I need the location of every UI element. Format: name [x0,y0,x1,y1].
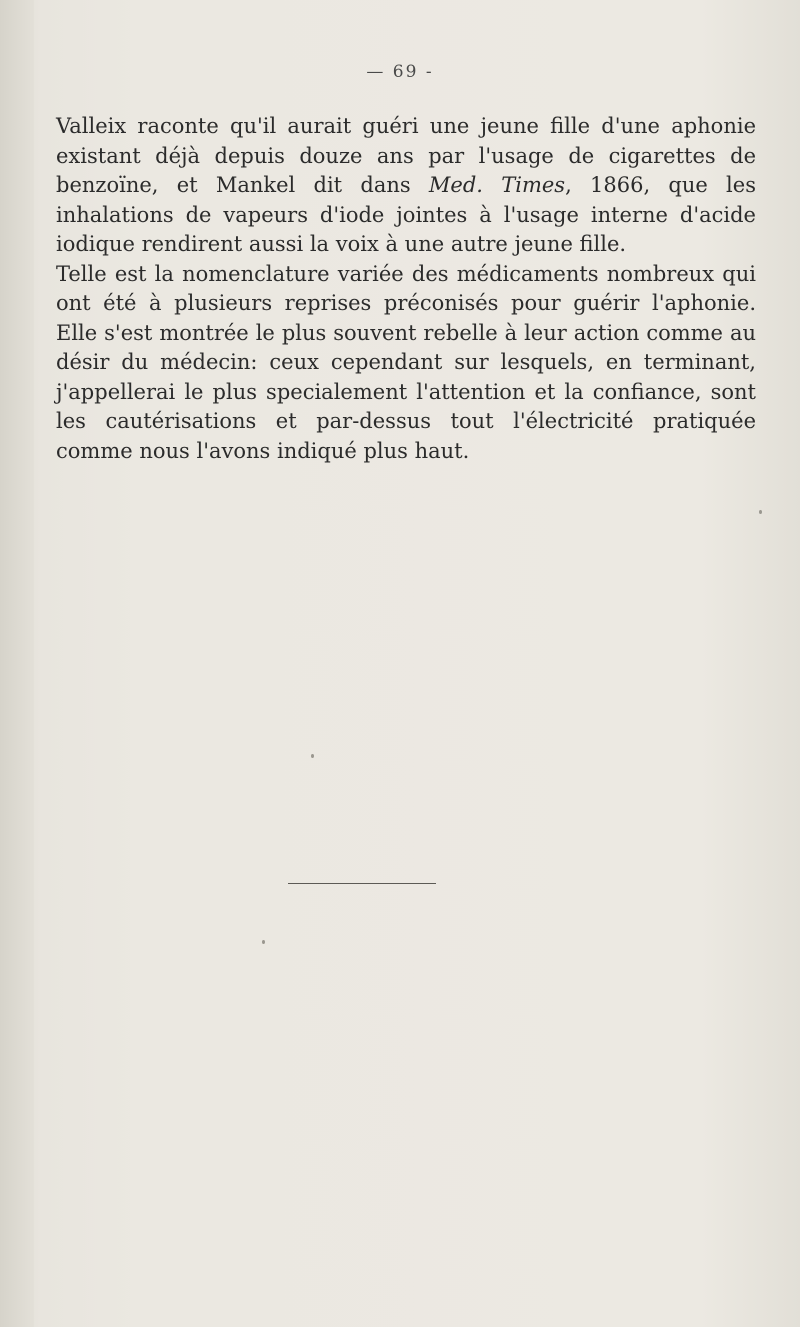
body-text [56,112,756,466]
paragraph-valleix-text-rest: , 1866, que les inhalations de vapeurs d'iode jointes à l'usage interne d'acide iodique rendirent aussi la voix à une autre jeune fille. [56,173,756,256]
page-number: — 69 - [366,62,434,82]
paragraph-valleix [56,112,756,260]
paper-speck [311,754,314,758]
paper-speck [262,940,265,944]
journal-title: Med. Times [428,173,566,197]
paragraph-valleix-text: Valleix raconte qu'il aurait guéri une jeune fille d'une aphonie existant déjà depuis douze ans par l'usage de cigarettes de benzoïne, et Mankel dit dans [56,114,756,197]
paper-speck [759,510,762,514]
end-separator-rule [288,883,436,884]
page-gutter-shadow [0,0,34,1327]
paragraph-nomenclature: Telle est la nomenclature variée des médicaments nombreux qui ont été à plusieurs reprises préconisés pour guérir l'aphonie. Elle s'est montrée le plus souvent rebelle à leur action comme au désir du médecin: ceux cependant sur lesquels, en terminant, j'appellerai le plus specialement l'attention et la confiance, sont les cautérisations et par-dessus tout l'électricité pratiquée comme nous l'avons indiqué plus haut. [56,261,756,463]
